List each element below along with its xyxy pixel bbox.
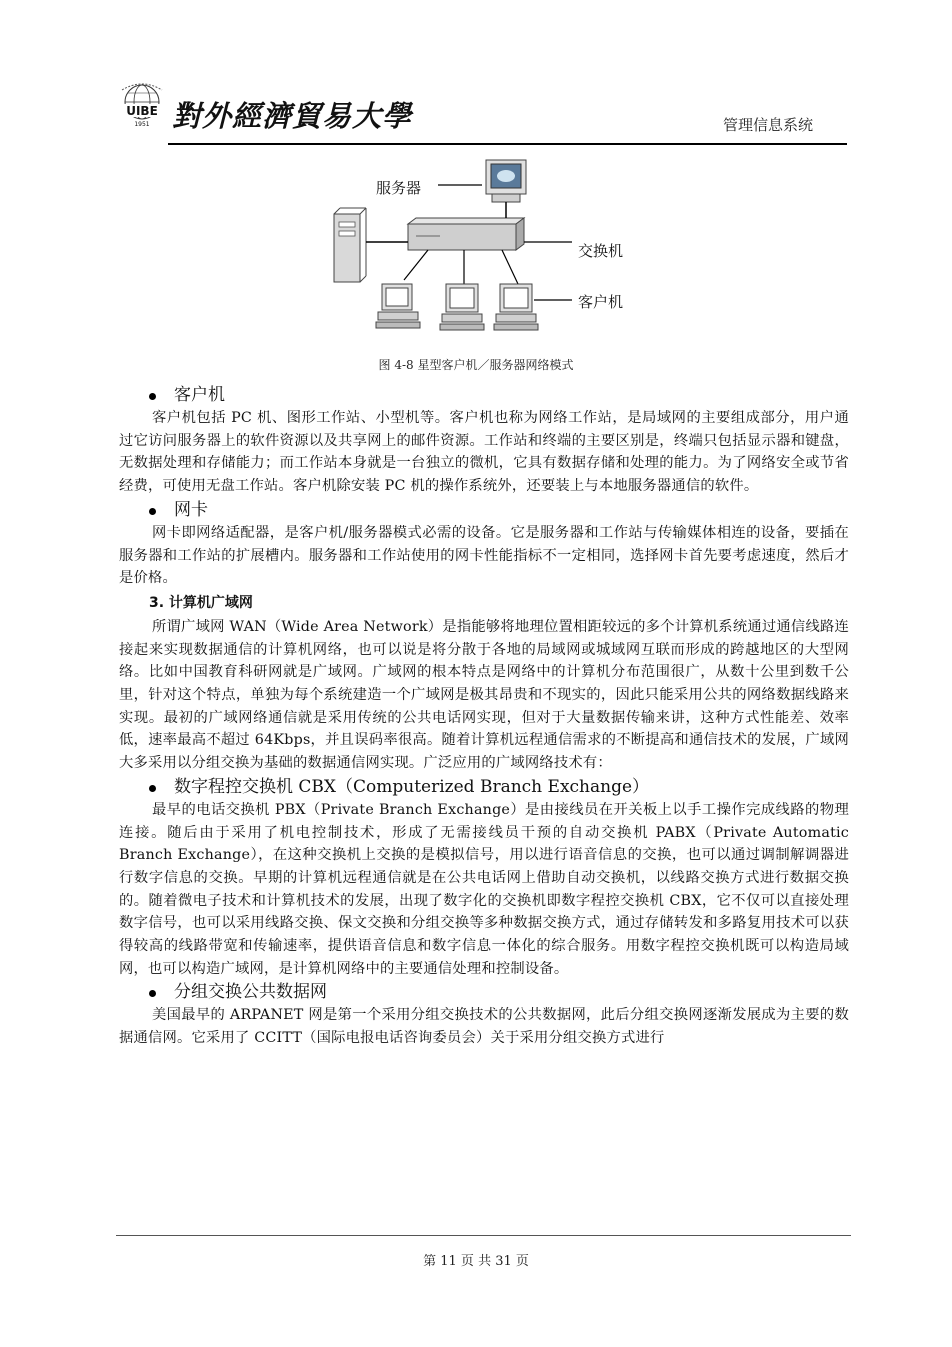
bullet-heading-packet: 分组交换公共数据网 xyxy=(119,980,849,1004)
paragraph-packet: 美国最早的 ARPANET 网是第一个采用分组交换技术的公共数据网，此后分组交换网逐渐发展成为主要的数据通信网。它采用了 CCITT（国际电报电话咨询委员会）关于采用分组交换方式进行 xyxy=(119,1007,849,1047)
label-server: 服务器 xyxy=(376,179,422,197)
svg-text:1951: 1951 xyxy=(134,121,150,128)
server-tower-icon xyxy=(334,208,366,282)
bullet-heading-cbx: 数字程控交换机 CBX（Computerized Branch Exchange） xyxy=(119,775,849,799)
bullet-dot-icon xyxy=(149,393,156,400)
page-body xyxy=(119,383,849,1050)
paragraph-cbx: 最早的电话交换机 PBX（Private Branch Exchange）是由接线员在开关板上以手工操作完成线路的物理连接。随后由于采用了机电控制技术，形成了无需接线员干预的自动交换机 PABX（Private Automatic Branch Exchange），在这种交换机上交换的是模拟信号，用以进行语音信息的交换，也可以通过调制解调器进行数字信息的交换。早期的计算机远程通信就是在公共电话网上借助自动交换机，以线路交换方式进行数据交换的。随着微电子技术和计算机技术的发展，出现了数字化的交换机即数字程控交换机 CBX，它不仅可以直接处理数字信号，也可以采用线路交换、保文交换和分组交换等多种数据交换方式，通过存储转发和多路复用技术可以获得较高的线路带宽和传输速率，提供语音信息和数字信息一体化的综合服务。用数字程控交换机既可以构造局域网，也可以构造广域网，是计算机网络中的主要通信处理和控制设备。 xyxy=(119,801,849,977)
label-client: 客户机 xyxy=(578,293,624,311)
label-switch: 交换机 xyxy=(578,242,624,260)
switch-icon xyxy=(408,218,524,250)
bullet-heading-nic: 网卡 xyxy=(119,498,849,522)
paragraph-nic: 网卡即网络适配器，是客户机/服务器模式必需的设备。它是服务器和工作站与传输媒体相连的设备，要插在服务器和工作站的扩展槽内。服务器和工作站使用的网卡性能指标不一定相同，选择网卡首先要考虑速度，然后才是价格。 xyxy=(119,524,849,587)
figure-caption: 图 4-8 星型客户机／服务器网络模式 xyxy=(378,358,574,372)
network-diagram xyxy=(320,150,650,340)
course-title: 管理信息系统 xyxy=(722,116,813,134)
bullet-dot-icon xyxy=(149,990,156,997)
client-pc-icon xyxy=(440,284,484,330)
page-header xyxy=(116,80,847,146)
footer-divider xyxy=(116,1235,851,1236)
server-monitor-icon xyxy=(486,160,526,218)
section-heading-wan: 3. 计算机广域网 xyxy=(149,594,253,611)
header-divider xyxy=(168,143,847,145)
bullet-dot-icon xyxy=(149,785,156,792)
svg-text:UIBE: UIBE xyxy=(126,104,158,118)
client-pc-icon xyxy=(376,284,420,328)
paragraph-client: 客户机包括 PC 机、图形工作站、小型机等。客户机也称为网络工作站，是局域网的主要组成部分，用户通过它访问服务器上的软件资源以及共享网上的邮件资源。工作站和终端的主要区别是，终端只包括显示器和键盘，无数据处理和存储能力；而工作站本身就是一台独立的微机，它具有数据存储和处理的能力。为了网络安全或节省经费，可使用无盘工作站。客户机除安装 PC 机的操作系统外，还要装上与本地服务器通信的软件。 xyxy=(119,410,849,495)
paragraph-wan: 所谓广域网 WAN（Wide Area Network）是指能够将地理位置相距较远的多个计算机系统通过通信线路连接起来实现数据通信的计算机网络，也可以说是将分散于各地的局域网或城域网互联而形成的跨越地区的大型网络。比如中国教育科研网就是广域网。广域网的根本特点是网络中的计算机分布范围很广，从数十公里到数千公里，针对这个特点，单独为每个系统建造一个广域网是极其昂贵和不现实的，因此只能采用公共的网络数据线路来实现。最初的广域网络通信就是采用传统的公共电话网实现，但对于大量数据传输来讲，这种方式性能差、效率低，速率最高不超过 64Kbps，并且误码率很高。随着计算机远程通信需求的不断提高和通信技术的发展，广域网大多采用以分组交换为基础的数据通信网实现。广泛应用的广域网络技术有： xyxy=(119,618,849,772)
page-number: 第 11 页 共 31 页 xyxy=(423,1254,529,1269)
university-logo xyxy=(116,80,168,132)
bullet-heading-client: 客户机 xyxy=(119,383,849,407)
client-pc-icon xyxy=(494,284,538,330)
bullet-dot-icon xyxy=(149,508,156,515)
university-name: 對外經濟貿易大學 xyxy=(172,99,413,133)
